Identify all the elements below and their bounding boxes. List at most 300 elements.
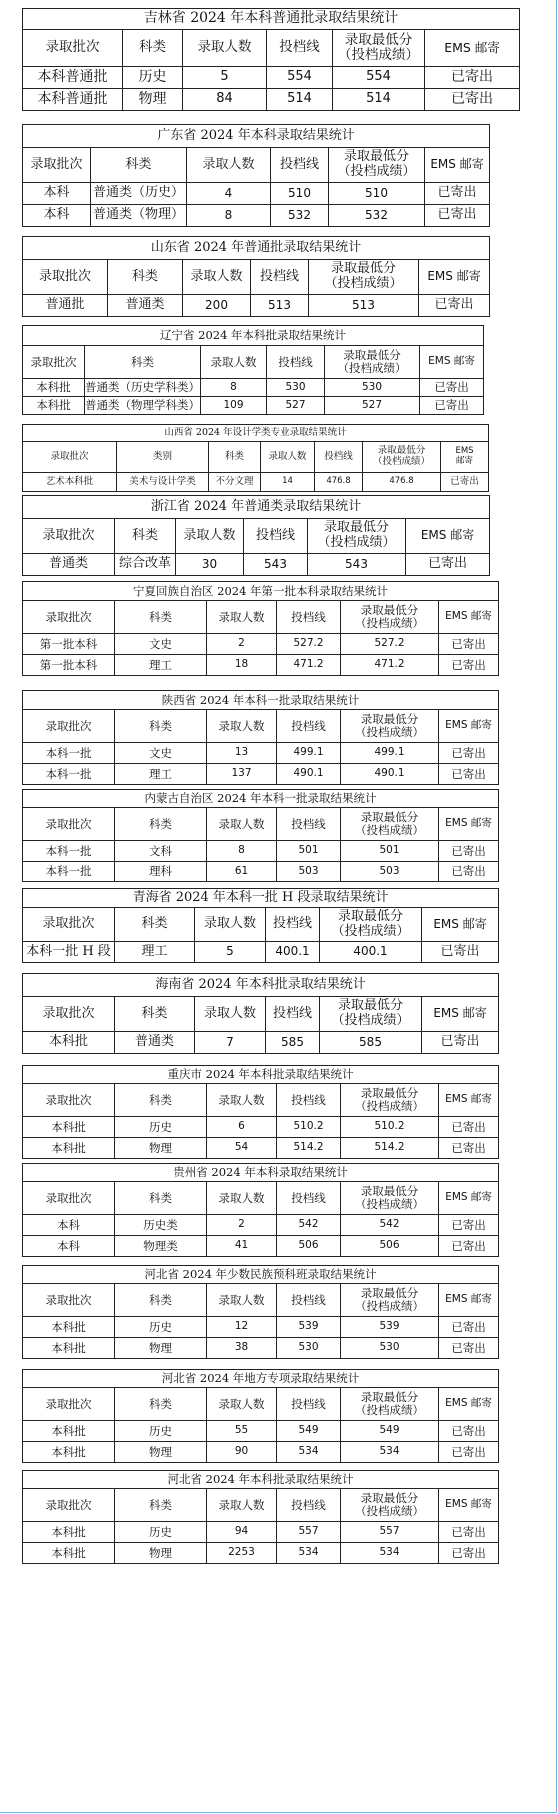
column-header: 录取最低分 （投档成绩） xyxy=(320,997,422,1032)
column-header: 录取批次 xyxy=(23,1084,115,1117)
table-cell: 本科批 xyxy=(23,1117,115,1138)
table-cell: 510 xyxy=(329,183,425,205)
table-cell: 530 xyxy=(325,379,420,397)
column-header: 投档线 xyxy=(277,1084,341,1117)
column-header: EMS 邮寄 xyxy=(439,601,499,634)
table-row xyxy=(23,295,490,317)
table-title: 辽宁省 2024 年本科批录取结果统计 xyxy=(23,326,484,346)
table-cell: 513 xyxy=(251,295,309,317)
column-header: 录取批次 xyxy=(23,601,115,634)
column-header: 投档线 xyxy=(277,808,341,841)
column-header: 科类 xyxy=(209,442,261,473)
table-title-row xyxy=(23,237,490,260)
table-row xyxy=(23,764,499,785)
table-row xyxy=(23,1032,499,1054)
table-cell: 已寄出 xyxy=(439,655,499,676)
table-cell: 已寄出 xyxy=(439,862,499,882)
column-header: 投档线 xyxy=(277,1388,341,1421)
table-cell: 文科 xyxy=(115,841,207,862)
table-cell: 已寄出 xyxy=(419,295,490,317)
column-header: 录取批次 xyxy=(23,1284,115,1317)
table-cell: 已寄出 xyxy=(422,942,499,963)
table-title-row xyxy=(23,326,484,346)
table-cell: 第一批本科 xyxy=(23,634,115,655)
table-header-row xyxy=(23,346,484,379)
table-title-row xyxy=(23,1370,499,1388)
table-title: 内蒙古自治区 2024 年本科一批录取结果统计 xyxy=(23,790,499,808)
column-header: 录取人数 xyxy=(187,148,271,183)
table-header-row xyxy=(23,1284,499,1317)
column-header: 录取人数 xyxy=(261,442,315,473)
table-cell: 已寄出 xyxy=(439,1442,499,1463)
table-cell: 532 xyxy=(271,205,329,227)
column-header: EMS 邮寄 xyxy=(419,260,490,295)
column-header: 科类 xyxy=(115,808,207,841)
table-cell: 历史 xyxy=(115,1421,207,1442)
table-cell: 本科一批 xyxy=(23,743,115,764)
column-header: 投档线 xyxy=(244,519,308,554)
table-cell: 534 xyxy=(341,1442,439,1463)
table-cell: 539 xyxy=(277,1317,341,1338)
table-cell: 490.1 xyxy=(341,764,439,785)
table-cell: 510 xyxy=(271,183,329,205)
column-header: EMS 邮寄 xyxy=(439,808,499,841)
table-header-row xyxy=(23,1388,499,1421)
table-cell: 已寄出 xyxy=(439,1543,499,1564)
column-header: 录取人数 xyxy=(207,710,277,743)
table-row xyxy=(23,1522,499,1543)
table-row xyxy=(23,379,484,397)
column-header: 录取最低分 （投档成绩） xyxy=(341,1284,439,1317)
table-cell: 514.2 xyxy=(341,1138,439,1159)
table-cell: 543 xyxy=(244,554,308,576)
table-cell: 41 xyxy=(207,1236,277,1257)
column-header: 投档线 xyxy=(315,442,363,473)
table-row xyxy=(23,634,499,655)
table-header-row xyxy=(23,1182,499,1215)
column-header: 科类 xyxy=(85,346,201,379)
table-cell: 557 xyxy=(277,1522,341,1543)
table-cell: 530 xyxy=(267,379,325,397)
table-header-row xyxy=(23,30,520,67)
table-cell: 已寄出 xyxy=(439,764,499,785)
table-cell: 5 xyxy=(195,942,266,963)
column-header: 录取批次 xyxy=(23,1388,115,1421)
table-cell: 已寄出 xyxy=(439,1236,499,1257)
table-cell: 已寄出 xyxy=(439,1317,499,1338)
table-cell: 已寄出 xyxy=(420,397,484,415)
table-cell: 530 xyxy=(341,1338,439,1359)
table-cell: 不分文理 xyxy=(209,473,261,492)
table-cell: 55 xyxy=(207,1421,277,1442)
table-cell: 普通批 xyxy=(23,295,108,317)
results-table xyxy=(22,124,490,227)
table-cell: 109 xyxy=(201,397,267,415)
table-cell: 本科批 xyxy=(23,1317,115,1338)
column-header: 录取人数 xyxy=(207,1182,277,1215)
table-cell: 14 xyxy=(261,473,315,492)
column-header: 录取最低分 （投档成绩） xyxy=(325,346,420,379)
column-header: EMS 邮寄 xyxy=(439,1489,499,1522)
table-cell: 471.2 xyxy=(277,655,341,676)
table-cell: 已寄出 xyxy=(439,1338,499,1359)
results-table xyxy=(22,325,484,415)
table-row xyxy=(23,1317,499,1338)
column-header: 投档线 xyxy=(277,1489,341,1522)
table-title-row xyxy=(23,1164,499,1182)
column-header: 科类 xyxy=(115,1388,207,1421)
table-header-row xyxy=(23,997,499,1032)
column-header: 录取最低分 （投档成绩） xyxy=(341,710,439,743)
column-header: 录取批次 xyxy=(23,260,108,295)
table-cell: 本科批 xyxy=(23,1138,115,1159)
column-header: 录取人数 xyxy=(176,519,244,554)
column-header: 录取最低分 （投档成绩） xyxy=(309,260,419,295)
column-header: 录取人数 xyxy=(183,30,267,67)
table-row xyxy=(23,942,499,963)
table-title: 吉林省 2024 年本科普通批录取结果统计 xyxy=(23,9,520,30)
table-cell: 4 xyxy=(187,183,271,205)
table-cell: 554 xyxy=(333,67,425,89)
table-title: 山西省 2024 年设计学类专业录取结果统计 xyxy=(23,425,489,442)
table-cell: 理工 xyxy=(115,655,207,676)
column-header: 投档线 xyxy=(266,908,320,942)
column-header: 录取批次 xyxy=(23,997,115,1032)
column-header: 录取人数 xyxy=(195,908,266,942)
table-cell: 已寄出 xyxy=(425,89,520,111)
column-header: 投档线 xyxy=(277,1284,341,1317)
table-cell: 476.8 xyxy=(315,473,363,492)
table-cell: 物理 xyxy=(115,1543,207,1564)
column-header: EMS 邮寄 xyxy=(406,519,490,554)
table-cell: 普通类 xyxy=(115,1032,195,1054)
table-cell: 542 xyxy=(277,1215,341,1236)
table-cell: 普通类（物理） xyxy=(91,205,187,227)
column-header: 科类 xyxy=(115,1489,207,1522)
table-header-row xyxy=(23,1489,499,1522)
table-cell: 本科批 xyxy=(23,1338,115,1359)
table-row xyxy=(23,862,499,882)
table-cell: 510.2 xyxy=(277,1117,341,1138)
column-header: 投档线 xyxy=(271,148,329,183)
table-cell: 本科普通批 xyxy=(23,67,123,89)
table-cell: 530 xyxy=(277,1338,341,1359)
table-cell: 527 xyxy=(325,397,420,415)
column-header: 录取人数 xyxy=(201,346,267,379)
table-cell: 已寄出 xyxy=(425,205,490,227)
column-header: 录取人数 xyxy=(207,1388,277,1421)
table-cell: 90 xyxy=(207,1442,277,1463)
table-cell: 400.1 xyxy=(266,942,320,963)
table-cell: 本科批 xyxy=(23,1543,115,1564)
table-title-row xyxy=(23,425,489,442)
table-row xyxy=(23,1215,499,1236)
column-header: 录取批次 xyxy=(23,30,123,67)
table-row xyxy=(23,743,499,764)
table-cell: 本科 xyxy=(23,1236,115,1257)
table-title: 河北省 2024 年地方专项录取结果统计 xyxy=(23,1370,499,1388)
table-cell: 506 xyxy=(341,1236,439,1257)
column-header: 录取最低分 （投档成绩） xyxy=(341,1388,439,1421)
column-header: 录取批次 xyxy=(23,519,115,554)
results-table xyxy=(22,888,499,963)
table-cell: 527.2 xyxy=(277,634,341,655)
table-cell: 499.1 xyxy=(341,743,439,764)
table-title-row xyxy=(23,1066,499,1084)
table-cell: 5 xyxy=(183,67,267,89)
table-header-row xyxy=(23,519,490,554)
table-cell: 文史 xyxy=(115,634,207,655)
column-header: 录取人数 xyxy=(195,997,266,1032)
table-cell: 普通类（历史学科类） xyxy=(85,379,201,397)
results-table xyxy=(22,424,489,492)
column-header: 科类 xyxy=(115,519,176,554)
table-cell: 18 xyxy=(207,655,277,676)
table-title-row xyxy=(23,974,499,997)
table-cell: 已寄出 xyxy=(420,379,484,397)
table-row xyxy=(23,67,520,89)
table-row xyxy=(23,1338,499,1359)
column-header: EMS 邮寄 xyxy=(439,1182,499,1215)
table-cell: 12 xyxy=(207,1317,277,1338)
column-header: 录取最低分 （投档成绩） xyxy=(341,1489,439,1522)
table-title: 广东省 2024 年本科录取结果统计 xyxy=(23,125,490,148)
table-row xyxy=(23,1543,499,1564)
table-cell: 539 xyxy=(341,1317,439,1338)
column-header: 投档线 xyxy=(267,30,333,67)
table-cell: 历史 xyxy=(123,67,183,89)
column-header: 科类 xyxy=(115,1182,207,1215)
table-title-row xyxy=(23,790,499,808)
column-header: 投档线 xyxy=(251,260,309,295)
table-title: 陕西省 2024 年本科一批录取结果统计 xyxy=(23,691,499,710)
table-cell: 38 xyxy=(207,1338,277,1359)
column-header: 类别 xyxy=(117,442,209,473)
table-header-row xyxy=(23,260,490,295)
column-header: 录取人数 xyxy=(207,1489,277,1522)
table-title: 山东省 2024 年普通批录取结果统计 xyxy=(23,237,490,260)
table-row xyxy=(23,655,499,676)
table-cell: 84 xyxy=(183,89,267,111)
table-cell: 文史 xyxy=(115,743,207,764)
table-title-row xyxy=(23,496,490,519)
results-table xyxy=(22,1470,499,1564)
table-cell: 527 xyxy=(267,397,325,415)
table-cell: 已寄出 xyxy=(439,634,499,655)
table-cell: 30 xyxy=(176,554,244,576)
column-header: 科类 xyxy=(115,601,207,634)
table-cell: 542 xyxy=(341,1215,439,1236)
table-cell: 已寄出 xyxy=(406,554,490,576)
table-cell: 普通类 xyxy=(23,554,115,576)
table-cell: 本科批 xyxy=(23,1522,115,1543)
table-cell: 8 xyxy=(187,205,271,227)
table-row xyxy=(23,1138,499,1159)
table-cell: 514 xyxy=(267,89,333,111)
table-row xyxy=(23,841,499,862)
table-cell: 已寄出 xyxy=(441,473,489,492)
results-table xyxy=(22,581,499,676)
column-header: 录取人数 xyxy=(183,260,251,295)
table-cell: 2 xyxy=(207,634,277,655)
table-cell: 534 xyxy=(341,1543,439,1564)
table-cell: 已寄出 xyxy=(439,743,499,764)
table-title-row xyxy=(23,9,520,30)
table-title: 青海省 2024 年本科一批 H 段录取结果统计 xyxy=(23,889,499,908)
column-header: 科类 xyxy=(123,30,183,67)
table-cell: 理工 xyxy=(115,942,195,963)
column-header: 科类 xyxy=(115,710,207,743)
table-cell: 本科 xyxy=(23,1215,115,1236)
table-cell: 本科批 xyxy=(23,379,85,397)
table-cell: 534 xyxy=(277,1543,341,1564)
column-header: 录取批次 xyxy=(23,908,115,942)
table-row xyxy=(23,1442,499,1463)
column-header: 科类 xyxy=(115,1284,207,1317)
table-title: 重庆市 2024 年本科批录取结果统计 xyxy=(23,1066,499,1084)
table-cell: 543 xyxy=(308,554,406,576)
table-cell: 549 xyxy=(277,1421,341,1442)
column-header: 录取人数 xyxy=(207,1284,277,1317)
column-header: 录取最低分 （投档成绩） xyxy=(341,601,439,634)
results-table xyxy=(22,8,520,111)
table-row xyxy=(23,89,520,111)
table-header-row xyxy=(23,710,499,743)
column-header: 录取批次 xyxy=(23,1489,115,1522)
table-cell: 549 xyxy=(341,1421,439,1442)
column-header: 投档线 xyxy=(277,710,341,743)
table-cell: 510.2 xyxy=(341,1117,439,1138)
results-table xyxy=(22,1369,499,1463)
table-cell: 第一批本科 xyxy=(23,655,115,676)
table-cell: 已寄出 xyxy=(439,1215,499,1236)
table-cell: 已寄出 xyxy=(439,1138,499,1159)
table-row xyxy=(23,1421,499,1442)
table-title: 宁夏回族自治区 2024 年第一批本科录取结果统计 xyxy=(23,582,499,601)
table-cell: 已寄出 xyxy=(422,1032,499,1054)
table-cell: 503 xyxy=(341,862,439,882)
table-cell: 514 xyxy=(333,89,425,111)
column-header: EMS 邮寄 xyxy=(420,346,484,379)
table-cell: 历史类 xyxy=(115,1215,207,1236)
column-header: EMS 邮寄 xyxy=(439,1388,499,1421)
table-cell: 美术与设计学类 xyxy=(117,473,209,492)
column-header: 投档线 xyxy=(266,997,320,1032)
table-cell: 综合改革 xyxy=(115,554,176,576)
table-title: 海南省 2024 年本科批录取结果统计 xyxy=(23,974,499,997)
column-header: 录取批次 xyxy=(23,1182,115,1215)
table-header-row xyxy=(23,148,490,183)
column-header: 录取批次 xyxy=(23,346,85,379)
column-header: EMS 邮寄 xyxy=(422,908,499,942)
table-title-row xyxy=(23,1471,499,1489)
table-cell: 物理类 xyxy=(115,1236,207,1257)
results-table xyxy=(22,973,499,1054)
column-header: 投档线 xyxy=(267,346,325,379)
table-cell: 本科 xyxy=(23,205,91,227)
table-title: 河北省 2024 年少数民族预科班录取结果统计 xyxy=(23,1266,499,1284)
column-header: EMS 邮寄 xyxy=(425,148,490,183)
table-cell: 534 xyxy=(277,1442,341,1463)
table-cell: 400.1 xyxy=(320,942,422,963)
column-header: EMS 邮寄 xyxy=(439,1284,499,1317)
table-cell: 476.8 xyxy=(363,473,441,492)
table-cell: 501 xyxy=(341,841,439,862)
column-header: 录取批次 xyxy=(23,148,91,183)
results-table xyxy=(22,1163,499,1257)
table-cell: 513 xyxy=(309,295,419,317)
results-table xyxy=(22,495,490,576)
table-header-row xyxy=(23,442,489,473)
column-header: 录取最低分 （投档成绩） xyxy=(341,808,439,841)
results-table xyxy=(22,789,499,882)
table-cell: 历史 xyxy=(115,1522,207,1543)
column-header: 录取最低分 （投档成绩） xyxy=(329,148,425,183)
column-header: 录取最低分 （投档成绩） xyxy=(341,1182,439,1215)
table-cell: 585 xyxy=(266,1032,320,1054)
column-header: 科类 xyxy=(91,148,187,183)
table-title-row xyxy=(23,582,499,601)
table-cell: 501 xyxy=(277,841,341,862)
table-cell: 585 xyxy=(320,1032,422,1054)
table-cell: 本科批 xyxy=(23,1032,115,1054)
table-row xyxy=(23,397,484,415)
results-table xyxy=(22,1265,499,1359)
table-cell: 理工 xyxy=(115,764,207,785)
table-cell: 本科批 xyxy=(23,1421,115,1442)
column-header: EMS 邮寄 xyxy=(422,997,499,1032)
table-cell: 506 xyxy=(277,1236,341,1257)
table-cell: 557 xyxy=(341,1522,439,1543)
column-header: 录取批次 xyxy=(23,808,115,841)
table-cell: 已寄出 xyxy=(425,67,520,89)
column-header: EMS 邮寄 xyxy=(439,710,499,743)
table-cell: 499.1 xyxy=(277,743,341,764)
table-cell: 514.2 xyxy=(277,1138,341,1159)
column-header: 录取最低分 （投档成绩） xyxy=(308,519,406,554)
table-cell: 普通类（历史） xyxy=(91,183,187,205)
column-header: 投档线 xyxy=(277,1182,341,1215)
table-cell: 137 xyxy=(207,764,277,785)
column-header: 录取人数 xyxy=(207,1084,277,1117)
table-cell: 13 xyxy=(207,743,277,764)
table-cell: 532 xyxy=(329,205,425,227)
table-cell: 物理 xyxy=(115,1138,207,1159)
table-cell: 554 xyxy=(267,67,333,89)
table-header-row xyxy=(23,601,499,634)
table-cell: 历史 xyxy=(115,1317,207,1338)
table-title: 贵州省 2024 年本科录取结果统计 xyxy=(23,1164,499,1182)
table-cell: 已寄出 xyxy=(439,841,499,862)
column-header: 录取人数 xyxy=(207,808,277,841)
table-row xyxy=(23,205,490,227)
table-cell: 490.1 xyxy=(277,764,341,785)
table-cell: 2 xyxy=(207,1215,277,1236)
table-header-row xyxy=(23,908,499,942)
table-cell: 本科批 xyxy=(23,397,85,415)
column-header: 录取最低分 （投档成绩） xyxy=(333,30,425,67)
table-row xyxy=(23,473,489,492)
table-cell: 61 xyxy=(207,862,277,882)
table-cell: 本科 xyxy=(23,183,91,205)
table-cell: 8 xyxy=(207,841,277,862)
column-header: EMS 邮寄 xyxy=(441,442,489,473)
table-cell: 已寄出 xyxy=(439,1117,499,1138)
table-cell: 6 xyxy=(207,1117,277,1138)
table-title-row xyxy=(23,889,499,908)
table-cell: 已寄出 xyxy=(425,183,490,205)
table-cell: 普通类 xyxy=(108,295,183,317)
